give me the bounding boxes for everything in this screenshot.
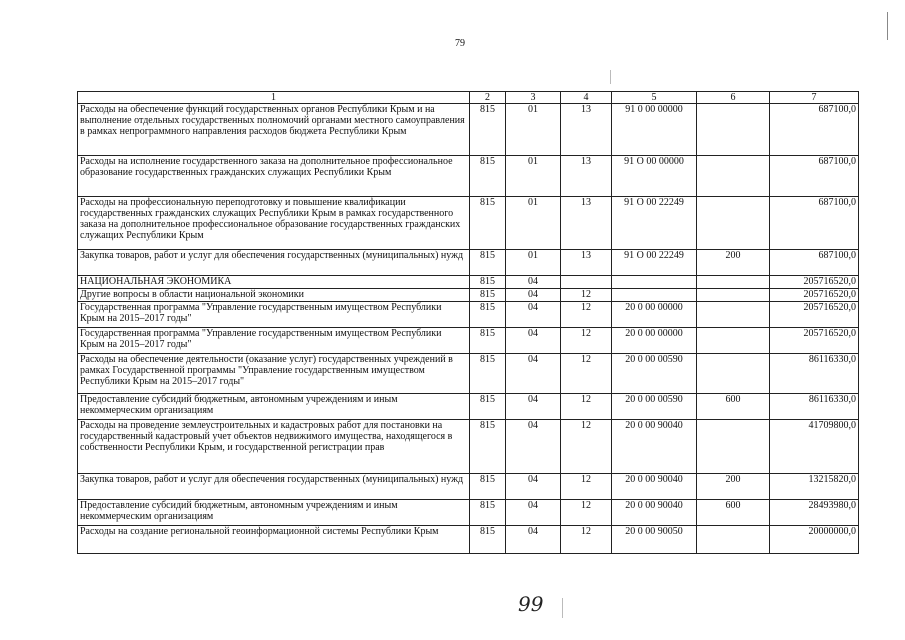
row-target-code: [612, 276, 697, 289]
row-amount: 86116330,0: [770, 354, 859, 394]
row-ministry-code: 815: [470, 500, 506, 526]
row-section-code: 04: [506, 394, 561, 420]
row-ministry-code: 815: [470, 197, 506, 250]
row-ministry-code: 815: [470, 250, 506, 276]
row-amount: 205716520,0: [770, 328, 859, 354]
row-expense-type: [697, 526, 770, 554]
row-expense-type: [697, 328, 770, 354]
table-row: [78, 197, 859, 250]
scan-artifact: [887, 12, 888, 40]
row-target-code: 20 0 00 90040: [612, 500, 697, 526]
table-row: [78, 474, 859, 500]
row-section-code: 01: [506, 156, 561, 197]
header-col-4: 4: [561, 92, 612, 104]
row-section-code: 04: [506, 276, 561, 289]
table-row: [78, 328, 859, 354]
row-expense-type: 600: [697, 394, 770, 420]
row-amount: 13215820,0: [770, 474, 859, 500]
row-target-code: 20 0 00 90040: [612, 474, 697, 500]
row-name: Расходы на создание региональной геоинформационной системы Республики Крым: [78, 526, 470, 554]
page-number: 79: [455, 38, 465, 49]
row-ministry-code: 815: [470, 302, 506, 328]
row-target-code: 20 0 00 90040: [612, 420, 697, 474]
table-header-row: [78, 92, 859, 104]
row-name: Предоставление субсидий бюджетным, автономным учреждениям и иным некоммерческим организациям: [78, 394, 470, 420]
row-target-code: 20 0 00 00590: [612, 354, 697, 394]
header-col-1: 1: [78, 92, 470, 104]
header-col-5: 5: [612, 92, 697, 104]
table-row: [78, 276, 859, 289]
row-amount: 687100,0: [770, 156, 859, 197]
row-ministry-code: 815: [470, 328, 506, 354]
scan-artifact: [610, 70, 611, 84]
row-section-code: 01: [506, 104, 561, 156]
row-section-code: 04: [506, 420, 561, 474]
scan-artifact: [562, 598, 563, 618]
header-col-3: 3: [506, 92, 561, 104]
row-subsection-code: 12: [561, 474, 612, 500]
row-ministry-code: 815: [470, 394, 506, 420]
row-name: Расходы на исполнение государственного заказа на дополнительное профессиональное образование государственных гражданских служащих Республики Крым: [78, 156, 470, 197]
row-section-code: 04: [506, 289, 561, 302]
budget-table-container: [77, 91, 858, 554]
row-expense-type: 200: [697, 250, 770, 276]
row-target-code: 91 0 00 00000: [612, 104, 697, 156]
handwritten-page-mark: 99: [518, 592, 544, 616]
row-subsection-code: 12: [561, 354, 612, 394]
table-row: [78, 104, 859, 156]
header-col-7: 7: [770, 92, 859, 104]
row-subsection-code: [561, 276, 612, 289]
row-target-code: 91 О 00 22249: [612, 197, 697, 250]
row-subsection-code: 12: [561, 420, 612, 474]
row-section-code: 04: [506, 328, 561, 354]
row-subsection-code: 13: [561, 197, 612, 250]
row-expense-type: [697, 104, 770, 156]
row-name: Государственная программа "Управление государственным имуществом Республики Крым на 2015–2017 годы": [78, 328, 470, 354]
row-section-code: 04: [506, 500, 561, 526]
row-amount: 20000000,0: [770, 526, 859, 554]
row-target-code: 20 0 00 00000: [612, 328, 697, 354]
row-section-code: 01: [506, 197, 561, 250]
row-target-code: [612, 289, 697, 302]
row-expense-type: 600: [697, 500, 770, 526]
row-subsection-code: 12: [561, 394, 612, 420]
table-row: [78, 302, 859, 328]
row-amount: 86116330,0: [770, 394, 859, 420]
row-name: Закупка товаров, работ и услуг для обеспечения государственных (муниципальных) нужд: [78, 474, 470, 500]
row-ministry-code: 815: [470, 354, 506, 394]
row-expense-type: [697, 289, 770, 302]
row-subsection-code: 12: [561, 500, 612, 526]
row-name: Государственная программа "Управление государственным имуществом Республики Крым на 2015–2017 годы": [78, 302, 470, 328]
row-amount: 687100,0: [770, 197, 859, 250]
budget-table: [77, 91, 859, 554]
row-amount: 205716520,0: [770, 289, 859, 302]
row-expense-type: 200: [697, 474, 770, 500]
row-name: Расходы на проведение землеустроительных и кадастровых работ для постановки на государственный кадастровый учет объектов недвижимого имущества, находящегося в собственности Республики Крым, и государственной регистрации прав: [78, 420, 470, 474]
row-ministry-code: 815: [470, 474, 506, 500]
row-section-code: 04: [506, 354, 561, 394]
table-row: [78, 420, 859, 474]
row-expense-type: [697, 156, 770, 197]
table-row: [78, 394, 859, 420]
row-name: Другие вопросы в области национальной экономики: [78, 289, 470, 302]
header-col-2: 2: [470, 92, 506, 104]
row-subsection-code: 13: [561, 104, 612, 156]
row-name: Расходы на профессиональную переподготовку и повышение квалификации государственных гражданских служащих Республики Крым в рамках государственного заказа на дополнительное профессиональное образование государственных гражданских служащих Республики Крым: [78, 197, 470, 250]
row-target-code: 91 О 00 00000: [612, 156, 697, 197]
row-expense-type: [697, 302, 770, 328]
row-amount: 687100,0: [770, 104, 859, 156]
row-amount: 205716520,0: [770, 276, 859, 289]
table-row: [78, 526, 859, 554]
table-row: [78, 156, 859, 197]
row-target-code: 20 0 00 00000: [612, 302, 697, 328]
row-ministry-code: 815: [470, 276, 506, 289]
table-row: [78, 250, 859, 276]
header-col-6: 6: [697, 92, 770, 104]
row-name: Закупка товаров, работ и услуг для обеспечения государственных (муниципальных) нужд: [78, 250, 470, 276]
row-amount: 28493980,0: [770, 500, 859, 526]
row-subsection-code: 12: [561, 302, 612, 328]
table-row: [78, 354, 859, 394]
row-subsection-code: 12: [561, 289, 612, 302]
row-target-code: 20 0 00 90050: [612, 526, 697, 554]
row-name: Расходы на обеспечение деятельности (оказание услуг) государственных учреждений в рамках Государственной программы "Управление государственным имуществом Республики Крым на 2015–2017 годы": [78, 354, 470, 394]
row-ministry-code: 815: [470, 526, 506, 554]
row-expense-type: [697, 420, 770, 474]
row-name: Расходы на обеспечение функций государственных органов Республики Крым и на выполнение отдельных государственных полномочий органами местного самоуправления в рамках непрограммного направления расходов бюджета Республики Крым: [78, 104, 470, 156]
row-expense-type: [697, 276, 770, 289]
row-section-code: 01: [506, 250, 561, 276]
row-ministry-code: 815: [470, 420, 506, 474]
table-row: [78, 500, 859, 526]
row-ministry-code: 815: [470, 104, 506, 156]
row-expense-type: [697, 354, 770, 394]
row-expense-type: [697, 197, 770, 250]
row-ministry-code: 815: [470, 289, 506, 302]
table-row: [78, 289, 859, 302]
row-ministry-code: 815: [470, 156, 506, 197]
row-subsection-code: 12: [561, 328, 612, 354]
row-subsection-code: 12: [561, 526, 612, 554]
row-section-code: 04: [506, 526, 561, 554]
row-amount: 205716520,0: [770, 302, 859, 328]
row-amount: 687100,0: [770, 250, 859, 276]
row-subsection-code: 13: [561, 250, 612, 276]
row-target-code: 91 О 00 22249: [612, 250, 697, 276]
row-section-code: 04: [506, 302, 561, 328]
row-section-code: 04: [506, 474, 561, 500]
row-target-code: 20 0 00 00590: [612, 394, 697, 420]
row-subsection-code: 13: [561, 156, 612, 197]
row-name: Предоставление субсидий бюджетным, автономным учреждениям и иным некоммерческим организациям: [78, 500, 470, 526]
row-amount: 41709800,0: [770, 420, 859, 474]
row-name: НАЦИОНАЛЬНАЯ ЭКОНОМИКА: [78, 276, 470, 289]
